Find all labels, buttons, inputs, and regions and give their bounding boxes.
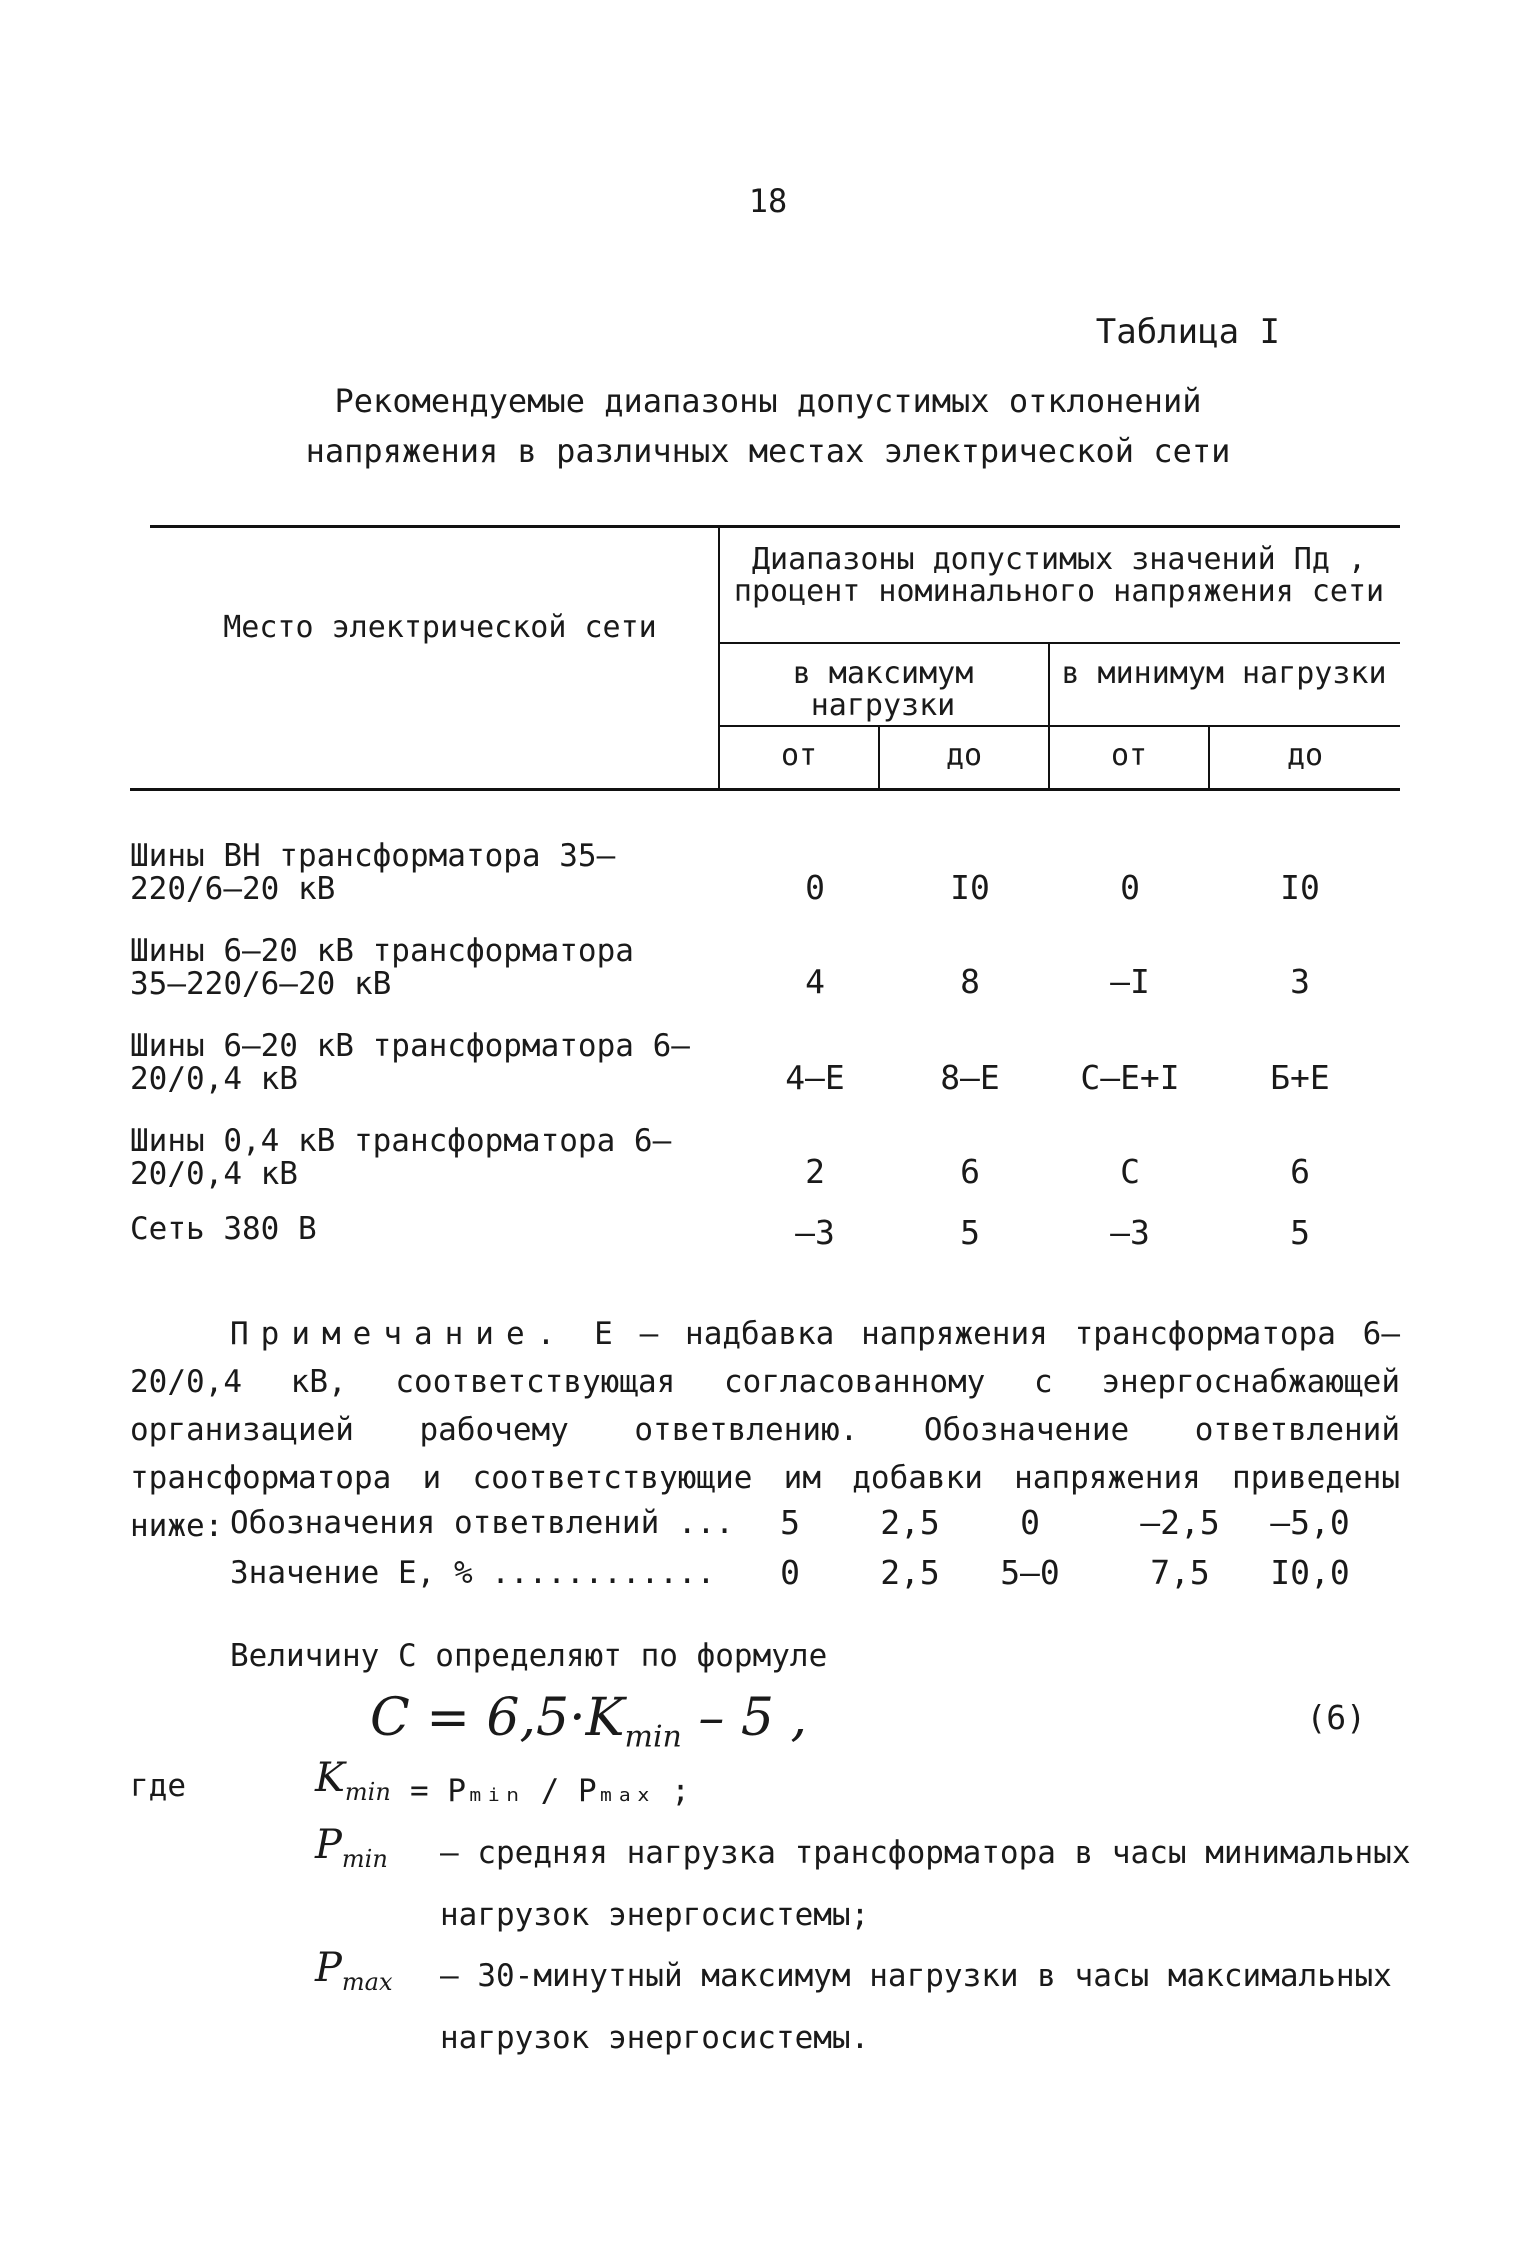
definition-text: = Pₘᵢₙ / Pₘₐₓ ; (410, 1773, 690, 1809)
formula-lhs: C = 6,5·K (370, 1688, 625, 1748)
table-row-place: Сеть 380 В (130, 1211, 317, 1247)
max-from-label: от (780, 738, 818, 773)
table-row-place: Шины 0,4 кВ трансформатора 6–20/0,4 кВ (130, 1123, 672, 1192)
definition-text: – 30-минутный максимум нагрузки в часы максимальных нагрузок энергосистемы. (440, 1958, 1392, 2056)
table-vline-max (878, 725, 880, 789)
table-cell: –3 (795, 1213, 835, 1252)
table-rule-load (718, 725, 1400, 727)
table-title-line-1: Рекомендуемые диапазоны допустимых отклонений (334, 382, 1202, 420)
table-vline-place (718, 525, 720, 789)
table-cell: 0 (805, 868, 825, 907)
table-cell: 6 (960, 1152, 980, 1191)
tap-value: –2,5 (1140, 1503, 1220, 1542)
e-value: 7,5 (1150, 1553, 1210, 1592)
table-row-place: Шины 6–20 кВ трансформатора 35–220/6–20 кВ (130, 933, 634, 1002)
tap-value: 2,5 (880, 1503, 940, 1542)
e-value: 5–0 (1000, 1553, 1060, 1592)
table-cell: 2 (805, 1152, 825, 1191)
equation-number: (6) (1306, 1698, 1366, 1737)
table-cell: 5 (1290, 1213, 1310, 1252)
table-label: Таблица I (1095, 312, 1280, 352)
formula (370, 1688, 807, 1754)
table-cell: 6 (1290, 1152, 1310, 1191)
table-cell: 8 (960, 962, 980, 1001)
note-text: Е – надбавка напряжения трансформатора 6–20/0,4 кВ, соответствующая согласованному с энергоснабжающей организацией рабочему ответвлению. Обозначение ответвлений трансформатора и соответствующие им добавки напряжения приведены ниже: (130, 1316, 1400, 1544)
table-cell: 4 (805, 962, 825, 1001)
table-cell: I0 (950, 868, 990, 907)
table-cell: 4–Е (785, 1058, 845, 1097)
tap-value: 5 (780, 1503, 800, 1542)
where-label: где (130, 1768, 186, 1804)
tap-value: –5,0 (1270, 1503, 1350, 1542)
e-value: 2,5 (880, 1553, 940, 1592)
symbol-letter: P (315, 1945, 342, 1991)
definition-symbol (315, 1822, 388, 1873)
formula-rhs: – 5 , (681, 1688, 808, 1748)
table-cell: –I (1110, 962, 1150, 1001)
tap-value: 0 (1020, 1503, 1040, 1542)
symbol-sub: min (344, 1778, 391, 1806)
table-vline-min (1208, 725, 1210, 789)
table-title-line-2: напряжения в различных местах электрической сети (305, 432, 1231, 470)
symbol-letter: K (315, 1755, 345, 1801)
formula-intro: Величину С определяют по формуле (230, 1638, 828, 1674)
min-to-label: до (1286, 738, 1324, 773)
table-row-place: Шины ВН трансформатора 35–220/6–20 кВ (130, 838, 616, 907)
taps-label: Обозначения ответвлений ... (230, 1505, 734, 1541)
table-cell: 8–Е (940, 1058, 1000, 1097)
col-place-header: Место электрической сети (223, 610, 657, 645)
min-load-header: в минимум нагрузки (1061, 656, 1387, 691)
table-cell: 3 (1290, 962, 1310, 1001)
symbol-letter: P (315, 1822, 342, 1868)
values-label: Значение Е, % ............ (230, 1555, 716, 1591)
table-row-place: Шины 6–20 кВ трансформатора 6–20/0,4 кВ (130, 1028, 690, 1097)
formula-sub: min (624, 1719, 682, 1755)
table-cell: –3 (1110, 1213, 1150, 1252)
table-cell: С (1120, 1152, 1140, 1191)
symbol-sub: max (341, 1968, 393, 1996)
max-to-label: до (945, 738, 983, 773)
range-header: Диапазоны допустимых значений Пд , процент номинального напряжения сети (733, 542, 1385, 609)
e-value: I0,0 (1270, 1553, 1350, 1592)
page-number: 18 (748, 182, 788, 220)
table-header-bottom-rule (130, 788, 1400, 791)
table-cell: I0 (1280, 868, 1320, 907)
max-load-header: в максимум нагрузки (792, 656, 974, 723)
table-vline-max-min (1048, 642, 1050, 789)
table-rule-range (718, 642, 1400, 644)
table-cell: Б+Е (1270, 1058, 1330, 1097)
min-from-label: от (1110, 738, 1148, 773)
table-top-rule (150, 525, 1400, 528)
note-label: Примечание. (230, 1316, 568, 1352)
definition-text: – средняя нагрузка трансформатора в часы минимальных нагрузок энергосистемы; (440, 1835, 1411, 1933)
definition-symbol (315, 1755, 391, 1806)
table-cell: 5 (960, 1213, 980, 1252)
table-cell: 0 (1120, 868, 1140, 907)
e-value: 0 (780, 1553, 800, 1592)
definition-symbol (315, 1945, 393, 1996)
table-cell: С–Е+I (1080, 1058, 1180, 1097)
symbol-sub: min (341, 1845, 388, 1873)
